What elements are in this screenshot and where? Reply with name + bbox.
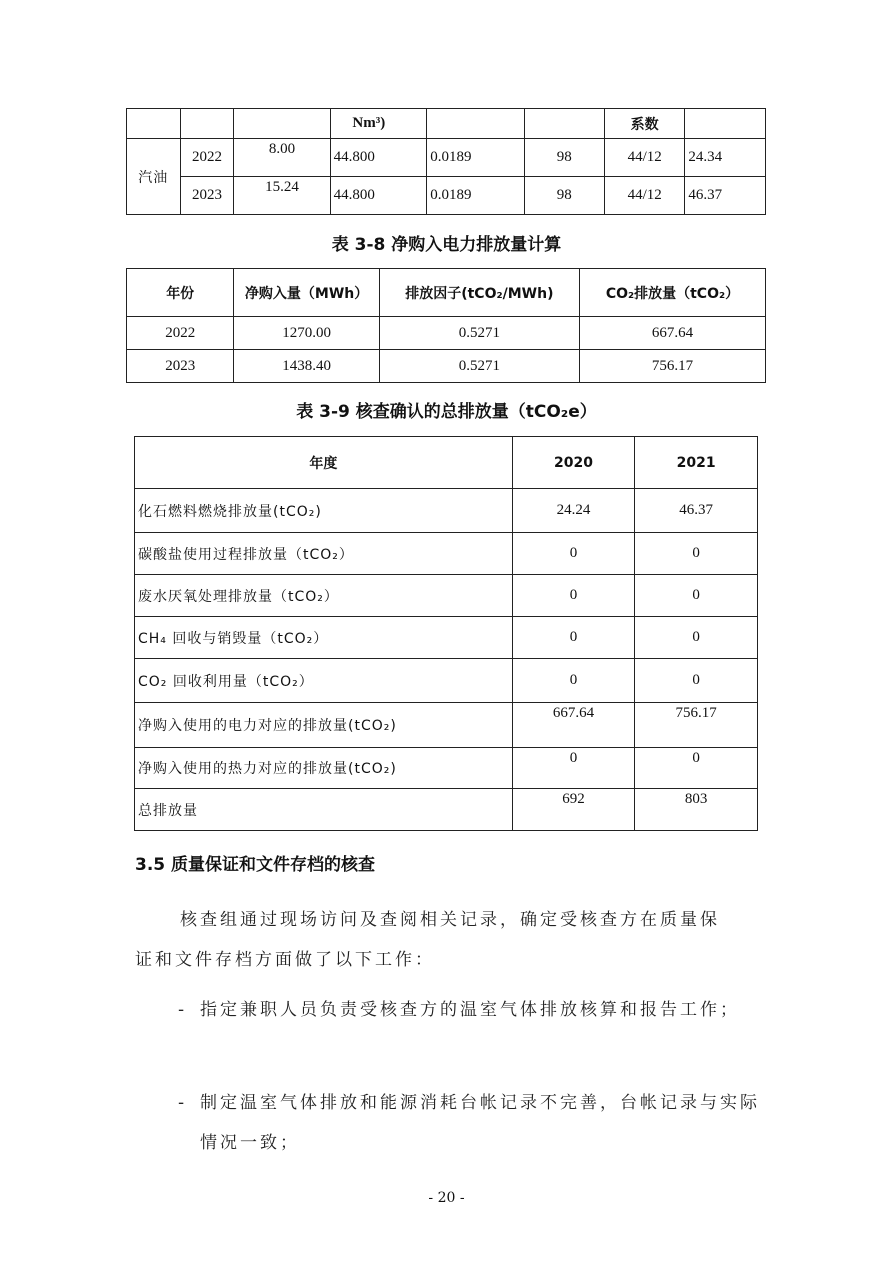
table-cell: 46.37 — [685, 177, 766, 215]
table-cell: 0 — [512, 617, 635, 659]
table-cell: 1438.40 — [234, 350, 379, 383]
table-3-8 — [126, 268, 766, 383]
table-cell: 0 — [512, 659, 635, 703]
column-header: 年份 — [127, 269, 234, 317]
table-cell — [427, 109, 524, 139]
list-item-text: 指定兼职人员负责受核查方的温室气体排放核算和报告工作； — [200, 1000, 740, 1020]
table-row — [127, 317, 766, 350]
table-cell: 8.00 — [234, 139, 330, 177]
table-row — [127, 109, 766, 139]
table-cell — [127, 109, 181, 139]
table-header-row — [135, 437, 758, 489]
table-header-row — [127, 269, 766, 317]
table-cell: 0 — [512, 575, 635, 617]
table-cell: 803 — [635, 789, 758, 831]
table-cell: 24.24 — [512, 489, 635, 533]
table-row — [135, 703, 758, 748]
table-cell: 46.37 — [635, 489, 758, 533]
table-cell: 15.24 — [234, 177, 330, 215]
table-cell: 0.0189 — [427, 139, 524, 177]
column-header: 2020 — [512, 437, 635, 489]
table-row — [127, 350, 766, 383]
row-label: 碳酸盐使用过程排放量（tCO₂） — [135, 533, 513, 575]
table-cell: 0 — [635, 659, 758, 703]
table-cell — [685, 109, 766, 139]
table-cell — [234, 109, 330, 139]
list-item-text: 制定温室气体排放和能源消耗台帐记录不完善，台帐记录与实际情况一致； — [200, 1093, 760, 1153]
column-header: 年度 — [135, 437, 513, 489]
table-cell: 0 — [635, 617, 758, 659]
table-cell: 0.5271 — [379, 350, 579, 383]
table-cell: 0 — [635, 533, 758, 575]
paragraph-line: 证和文件存档方面做了以下工作： — [135, 950, 435, 970]
table-cell: 756.17 — [579, 350, 765, 383]
table-cell — [180, 109, 234, 139]
table-row — [135, 575, 758, 617]
table-cell: 44/12 — [604, 139, 685, 177]
table-cell: 692 — [512, 789, 635, 831]
table-cell: 0.5271 — [379, 317, 579, 350]
row-label: 废水厌氧处理排放量（tCO₂） — [135, 575, 513, 617]
column-header: CO₂排放量（tCO₂） — [579, 269, 765, 317]
table-cell: 667.64 — [512, 703, 635, 748]
table-row — [135, 659, 758, 703]
table-cell: 756.17 — [635, 703, 758, 748]
table-cell: 系数 — [604, 109, 685, 139]
paragraph-line: 核查组通过现场访问及查阅相关记录，确定受核查方在质量保 — [180, 910, 720, 930]
year-cell: 2022 — [180, 139, 234, 177]
table-cell: 44.800 — [330, 139, 427, 177]
column-header: 排放因子(tCO₂/MWh) — [379, 269, 579, 317]
column-header: 2021 — [635, 437, 758, 489]
table-cell: 0 — [635, 748, 758, 789]
table-row — [135, 748, 758, 789]
row-label: CH₄ 回收与销毁量（tCO₂） — [135, 617, 513, 659]
column-header: 净购入量（MWh） — [234, 269, 379, 317]
table-cell: 98 — [524, 177, 604, 215]
table-3-9 — [134, 436, 758, 831]
year-cell: 2023 — [180, 177, 234, 215]
row-label: 化石燃料燃烧排放量(tCO₂) — [135, 489, 513, 533]
table-3-9-caption: 表 3-9 核查确认的总排放量（tCO₂e） — [296, 402, 597, 422]
table-row — [135, 789, 758, 831]
table-row — [135, 533, 758, 575]
row-label: 净购入使用的热力对应的排放量(tCO₂) — [135, 748, 513, 789]
bullet-dash: - — [178, 1000, 188, 1020]
row-label: CO₂ 回收利用量（tCO₂） — [135, 659, 513, 703]
row-label: 净购入使用的电力对应的排放量(tCO₂) — [135, 703, 513, 748]
table-cell: 2023 — [127, 350, 234, 383]
table-cell: Nm³) — [330, 109, 427, 139]
table-cell: 98 — [524, 139, 604, 177]
table-cell: 0 — [635, 575, 758, 617]
table-cell — [524, 109, 604, 139]
bullet-dash: - — [178, 1093, 188, 1113]
table-row — [135, 489, 758, 533]
table-cell: 2022 — [127, 317, 234, 350]
table-3-7-continued — [126, 108, 766, 215]
fuel-name-cell: 汽油 — [127, 139, 181, 215]
table-cell: 1270.00 — [234, 317, 379, 350]
table-row — [127, 177, 766, 215]
table-cell: 667.64 — [579, 317, 765, 350]
table-row — [127, 139, 766, 177]
row-label: 总排放量 — [135, 789, 513, 831]
table-cell: 0 — [512, 748, 635, 789]
table-cell: 44/12 — [604, 177, 685, 215]
table-cell: 24.34 — [685, 139, 766, 177]
section-heading: 3.5 质量保证和文件存档的核查 — [135, 855, 376, 875]
table-cell: 0.0189 — [427, 177, 524, 215]
table-3-8-caption: 表 3-8 净购入电力排放量计算 — [331, 235, 562, 255]
table-cell: 0 — [512, 533, 635, 575]
table-cell: 44.800 — [330, 177, 427, 215]
table-row — [135, 617, 758, 659]
page-number: - 20 - — [428, 1190, 465, 1206]
